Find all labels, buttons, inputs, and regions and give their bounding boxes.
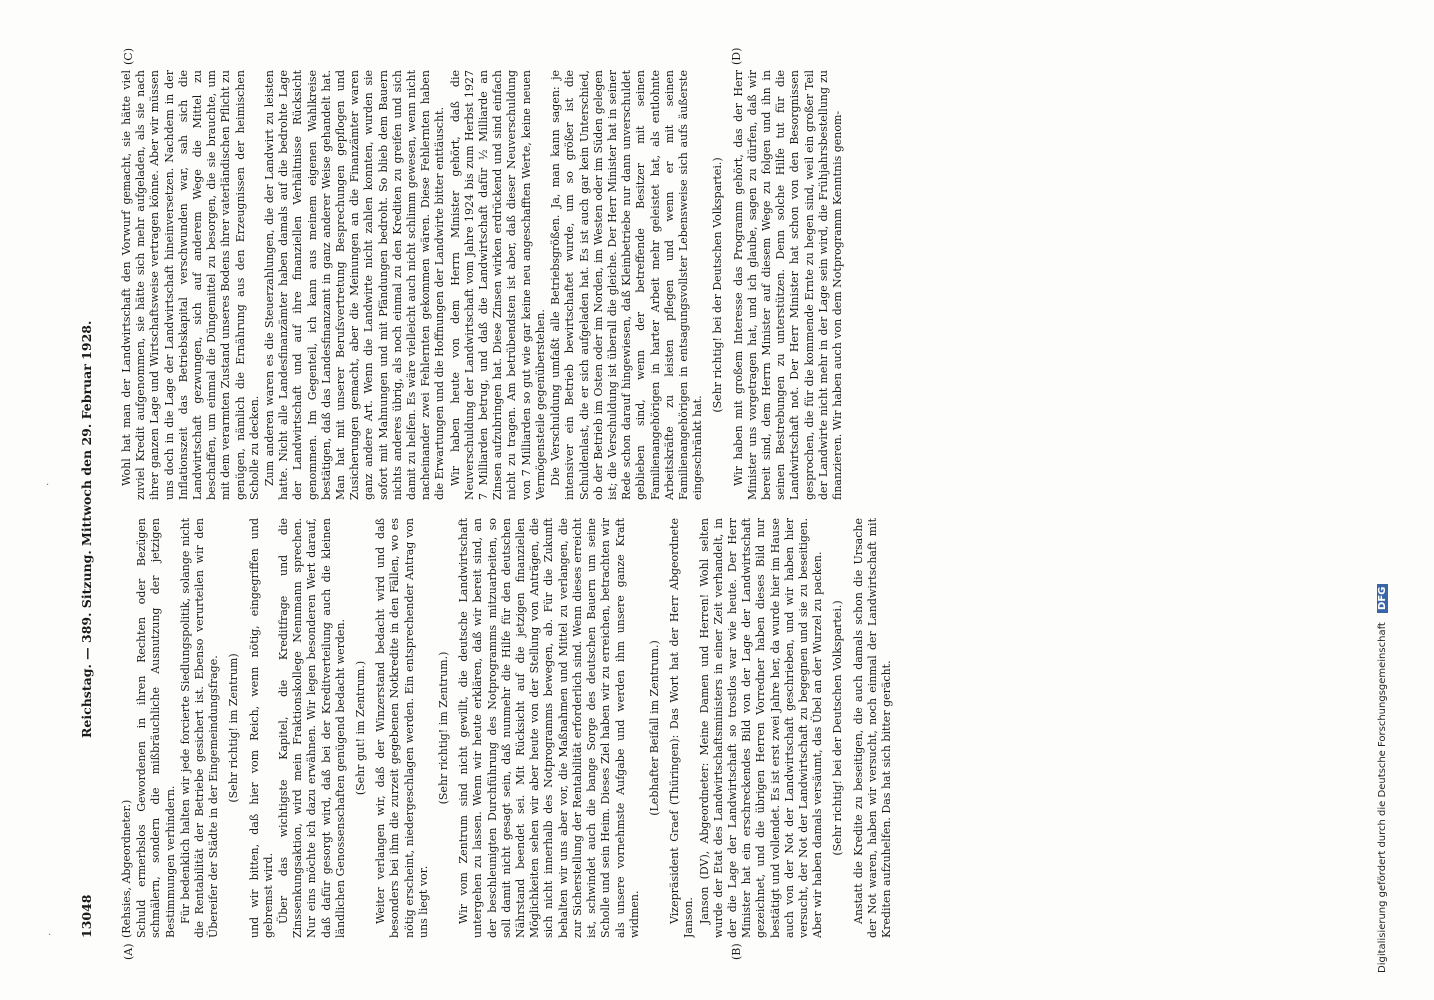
interjection: (Sehr richtig! im Zentrum.) (437, 651, 451, 805)
rotated-page (30, 0, 1330, 1000)
paragraph: Janson (DV), Abgeordneter: Meine Damen und Herren! Wohl selten wurde der Etat des Landwirtschaftsministers in einer Zeit verhandelt, in der die Lage der Landwirtschaft so trostlos war wie heute. Der Herr Minister hat ein erschreckendes Bild von der Lage der Landwirtschaft gezeichnet, und die übrigen Herren Vorredner haben dieses Bild nur bestätigt und vollendet. Es ist erst zwei Jahre her, da wurde hier im Hause auch von der Not der Landwirtschaft geschrieben, und wir haben hier versucht, der Not der Landwirtschaft zu begegnen und sie zu beseitigen. Aber wir haben damals versäumt, das Übel an der Wurzel zu packen. (697, 518, 825, 938)
paragraph: Die Verschuldung umfaßt alle Betriebsgrößen. Ja, man kann sagen: je intensiver ein Betrieb bewirtschaftet wurde, um so größer ist die Schuldenlast, die er sich aufgeladen hat. Es ist auch gar kein Unterschied, ob der Betrieb im Osten oder im Norden, im Westen oder im Süden gelegen ist; die Verschuldung ist überall die gleiche. Der Herr Minister hat in seiner Rede schon darauf hingewiesen, daß Kleinbetriebe nur dann unverschuldet geblieben sind, wenn der betreffende Besitzer mit seinen Familienangehörigen in harter Arbeit mehr geleistet hat, als entlohnte Arbeitskräfte zu leisten pflegen und wenn er mit seinen Familienangehörigen in entsagungsvollster Lebensweise sich aufs äußerste eingeschränkt hat. (549, 70, 705, 500)
interjection: (Sehr richtig! bei der Deutschen Volkspartei.) (831, 600, 845, 856)
column-left (120, 518, 1270, 938)
margin-mark-c: (C) (122, 48, 135, 65)
margin-mark-a: (A) (122, 943, 135, 960)
paragraph: Weiter verlangen wir, daß der Winzerstand bedacht wird und daß besonders bei ihm die zurzeit gegebenen Notkredite in den Fällen, wo es nötig erscheint, niedergeschlagen werden. Ein entsprechender Antrag von uns liegt vor. (374, 518, 430, 938)
paragraph: Anstatt die Kredite zu beseitigen, die auch damals schon die Ursache der Not waren, haben wir versucht, noch einmal der Landwirtschaft mit Krediten aufzuhelfen. Das hat sich bitter gerächt. (851, 518, 893, 938)
scan-speck: · (46, 480, 50, 491)
credit-text: Digitalisierung gefördert durch die Deutsche Forschungsgemeinschaft (1377, 622, 1388, 973)
interjection: (Sehr gut! im Zentrum.) (354, 660, 368, 796)
scan-speck: · (48, 930, 52, 941)
page-header (80, 58, 102, 938)
margin-mark-b: (B) (730, 943, 743, 960)
page-number: 13048 (79, 894, 94, 938)
paragraph: Wohl hat man der Landwirtschaft den Vorwurf gemacht, sie hätte viel zuviel Kredit aufgenommen, sie hätte sich mehr aufgeladen, als sie nach ihrer ganzen Lage und Wirtschaftsweise vertragen könne. Aber wir müssen uns doch in die Lage der Landwirtschaft hineinversetzen. Nachdem in der Inflationszeit das Betriebskapital verschwunden war, sah sich die Landwirtschaft gezwungen, sich auf anderem Wege die Mittel zu beschaffen, um einmal die Düngemittel zu besorgen, die sie brauchte, um mit dem verarmten Zustand unseres Bodens ihrer vaterländischen Pflicht zu genügen, nämlich die Ernährung aus den Erzeugnissen der heimischen Scholle zu decken. (120, 70, 261, 500)
paragraph: Zum anderen waren es die Steuerzahlungen, die der Landwirt zu leisten hatte. Nicht alle Landesfinanzämter haben damals auf die bedrohte Lage der Landwirtschaft und auf ihre finanziellen Verhältnisse Rücksicht genommen. Im Gegenteil, ich kann aus meinem eigenen Wahlkreise bestätigen, daß das Landesfinanzamt in ganz anderer Weise gehandelt hat. Man hat mit unserer Berufsvertretung Besprechungen gepflogen und Zusicherungen gemacht, aber die Meinungen an die Finanzämter waren ganz andere Art. Wenn die Landwirte nicht zahlen konnten, wurden sie sofort mit Mahnungen und mit Pfändungen bedroht. So blieb dem Bauern nichts anderes übrig, als noch einmal zu den Krediten zu greifen und sich damit zu helfen. Es wäre vielleicht auch nicht schlimm gewesen, wenn nicht nacheinander zwei Fehlernten gekommen wären. Diese Fehlernten haben die Erwartungen und die Hoffnungen der Landwirte bitter enttäuscht. (263, 70, 447, 500)
interjection: (Lebhafter Beifall im Zentrum.) (647, 640, 661, 816)
page-title: Reichstag. — 389. Sitzung. Mittwoch den 29. Februar 1928. (79, 320, 94, 738)
paragraph: Für bedenklich halten wir jede forcierte Siedlungspolitik, solange nicht die Rentabilität der Betriebe gesichert ist. Ebenso verurteilen wir den Übereifer der Städte in der Eingemeindungsfrage. (178, 518, 221, 938)
paragraph: und wir bitten, daß hier vom Reich, wenn nötig, eingegriffen und gebremst wird. (247, 518, 275, 938)
paragraph: Wir vom Zentrum sind nicht gewillt, die deutsche Landwirtschaft untergehen zu lassen. Wenn wir heute erklären, daß wir bereit sind, an der beschleunigten Durchführung des Notprogramms mitzuarbeiten, so soll damit nicht gesagt sein, daß nunmehr die Hilfe für den deutschen Nährstand beendet sei. Mit Rücksicht auf die jetzigen finanziellen Möglichkeiten sehen wir aber heute von der Stellung von Anträgen, die sich nicht innerhalb des Notprogramms bewegen, ab. Für die Zukunft behalten wir uns aber vor, die Maßnahmen und Mittel zu verlangen, die zur Sicherstellung der Rentabilität erforderlich sind. Wenn dieses erreicht ist, schwindet auch die bange Sorge des deutschen Bauern um seine Scholle und sein Heim. Dieses Ziel haben wir zu erreichen, betrachten wir als unsere vornehmste Aufgabe und werden ihm unsere ganze Kraft widmen. (457, 518, 641, 938)
credit-line (1377, 23, 1393, 973)
paragraph: Wir haben mit großem Interesse das Programm gehört, das der Herr Minister uns vorgetragen hat, und ich glaube, sagen zu dürfen, daß wir bereit sind, dem Herrn Minister auf diesem Wege zu folgen und ihn in seinen Bestrebungen zu unterstützen. Denn solche Hilfe tut für die Landwirtschaft not. Der Herr Minister hat schon von den Besorgnissen gesprochen, die für die kommende Ernte zu hegen sind, weil ein großer Teil der Landwirte nicht mehr in der Lage sein wird, die Frühjahrsbestellung zu finanzieren. Wir haben auch von dem Notprogramm Kenntnis genom- (731, 70, 844, 500)
dfg-logo: DFG (1377, 584, 1388, 613)
paragraph: Über das wichtigste Kapitel, die Kreditfrage und die Zinssenkungsaktion, wird mein Fraktionskollege Nennmann sprechen. Nur eins möchte ich dazu erwähnen. Wir legen besonderen Wert darauf, daß dafür gesorgt wird, daß bei der Kreditverteilung auch die kleinen ländlichen Genossenschaften genügend bedacht werden. (277, 518, 347, 938)
interjection: (Sehr richtig! bei der Deutschen Volkspartei.) (711, 157, 725, 413)
digitization-credit (1370, 10, 1400, 990)
column-right (120, 70, 1270, 500)
margin-mark-d: (D) (730, 47, 743, 65)
paragraph: Vizepräsident Graef (Thüringen): Das Wort hat der Herr Abgeordnete Janson. (668, 518, 696, 938)
paragraph: Schuld ermerbslos Gewordenen in ihren Rechten oder Bezügen schmälern, sondern die mißbräuchliche Ausnutzung der jetzigen Bestimmungen verhindern. (135, 518, 177, 938)
paragraph: Wir haben heute von dem Herrn Minister gehört, daß die Neuverschuldung der Landwirtschaft vom Jahre 1924 bis zum Herbst 1927 7 Milliarden betrug, und daß die Landwirtschaft dafür ½ Milliarde an Zinsen aufzubringen hat. Diese Zinsen wirken erdrückend und sind einfach nicht zu tragen. Am betrübendsten ist aber, daß dieser Neuverschuldung von 7 Milliarden so gut wie gar keine neu angeschafften Werte, keine neuen Vermögensteile gegenüberstehen. (448, 70, 547, 500)
interjection: (Sehr richtig! im Zentrum) (227, 653, 241, 803)
speaker-line: (Rehsies, Abgeordneter.) (120, 799, 133, 938)
